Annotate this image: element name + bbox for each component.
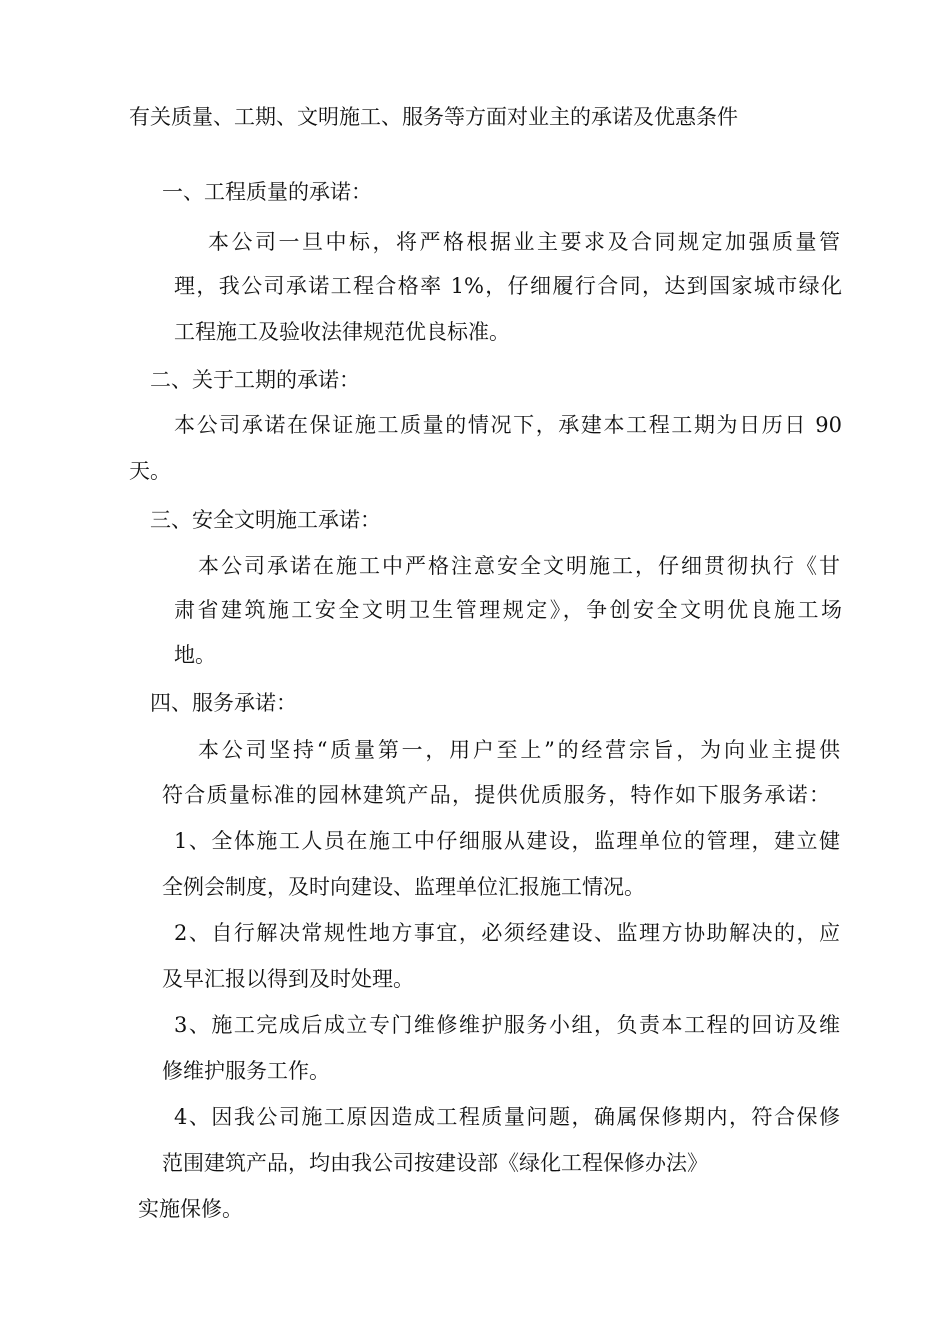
list-item-continuation: 修维护服务工作。	[162, 1059, 330, 1083]
section-heading-service: 四、服务承诺：	[150, 691, 297, 715]
list-item: 2、自行解决常规性地方事宜，必须经建设、监理方协助解决的，应	[174, 921, 840, 945]
paragraph-line: 天。	[129, 459, 171, 483]
list-item: 3、施工完成后成立专门维修维护服务小组，负责本工程的回访及维	[174, 1013, 840, 1037]
paragraph-line: 本公司一旦中标，将严格根据业主要求及合同规定加强质量管	[208, 230, 840, 254]
list-item: 1、全体施工人员在施工中仔细服从建设，监理单位的管理，建立健	[174, 829, 840, 853]
list-item-continuation: 全例会制度，及时向建设、监理单位汇报施工情况。	[162, 875, 645, 899]
list-item-continuation: 及早汇报以得到及时处理。	[162, 967, 414, 991]
paragraph-line: 符合质量标准的园林建筑产品，提供优质服务，特作如下服务承诺：	[162, 783, 830, 807]
list-item-continuation: 范围建筑产品，均由我公司按建设部《绿化工程保修办法》	[162, 1151, 708, 1175]
list-item-continuation: 实施保修。	[138, 1197, 243, 1221]
section-heading-schedule: 二、关于工期的承诺：	[150, 368, 360, 392]
paragraph-line: 工程施工及验收法律规范优良标准。	[174, 320, 510, 344]
document-title: 有关质量、工期、文明施工、服务等方面对业主的承诺及优惠条件	[129, 105, 738, 129]
list-item: 4、因我公司施工原因造成工程质量问题，确属保修期内，符合保修	[174, 1105, 840, 1129]
paragraph-line: 肃省建筑施工安全文明卫生管理规定》，争创安全文明优良施工场	[174, 598, 842, 622]
section-heading-safety: 三、安全文明施工承诺：	[150, 508, 381, 532]
paragraph-line: 本公司承诺在保证施工质量的情况下，承建本工程工期为日历日 90	[174, 413, 842, 437]
paragraph-line: 本公司承诺在施工中严格注意安全文明施工，仔细贯彻执行《甘	[198, 554, 840, 578]
paragraph-line: 本公司坚持“质量第一，用户至上”的经营宗旨，为向业主提供	[198, 738, 840, 762]
section-heading-quality: 一、工程质量的承诺：	[162, 180, 372, 204]
paragraph-line: 理，我公司承诺工程合格率 1%，仔细履行合同，达到国家城市绿化	[174, 274, 842, 298]
paragraph-line: 地。	[174, 643, 216, 667]
